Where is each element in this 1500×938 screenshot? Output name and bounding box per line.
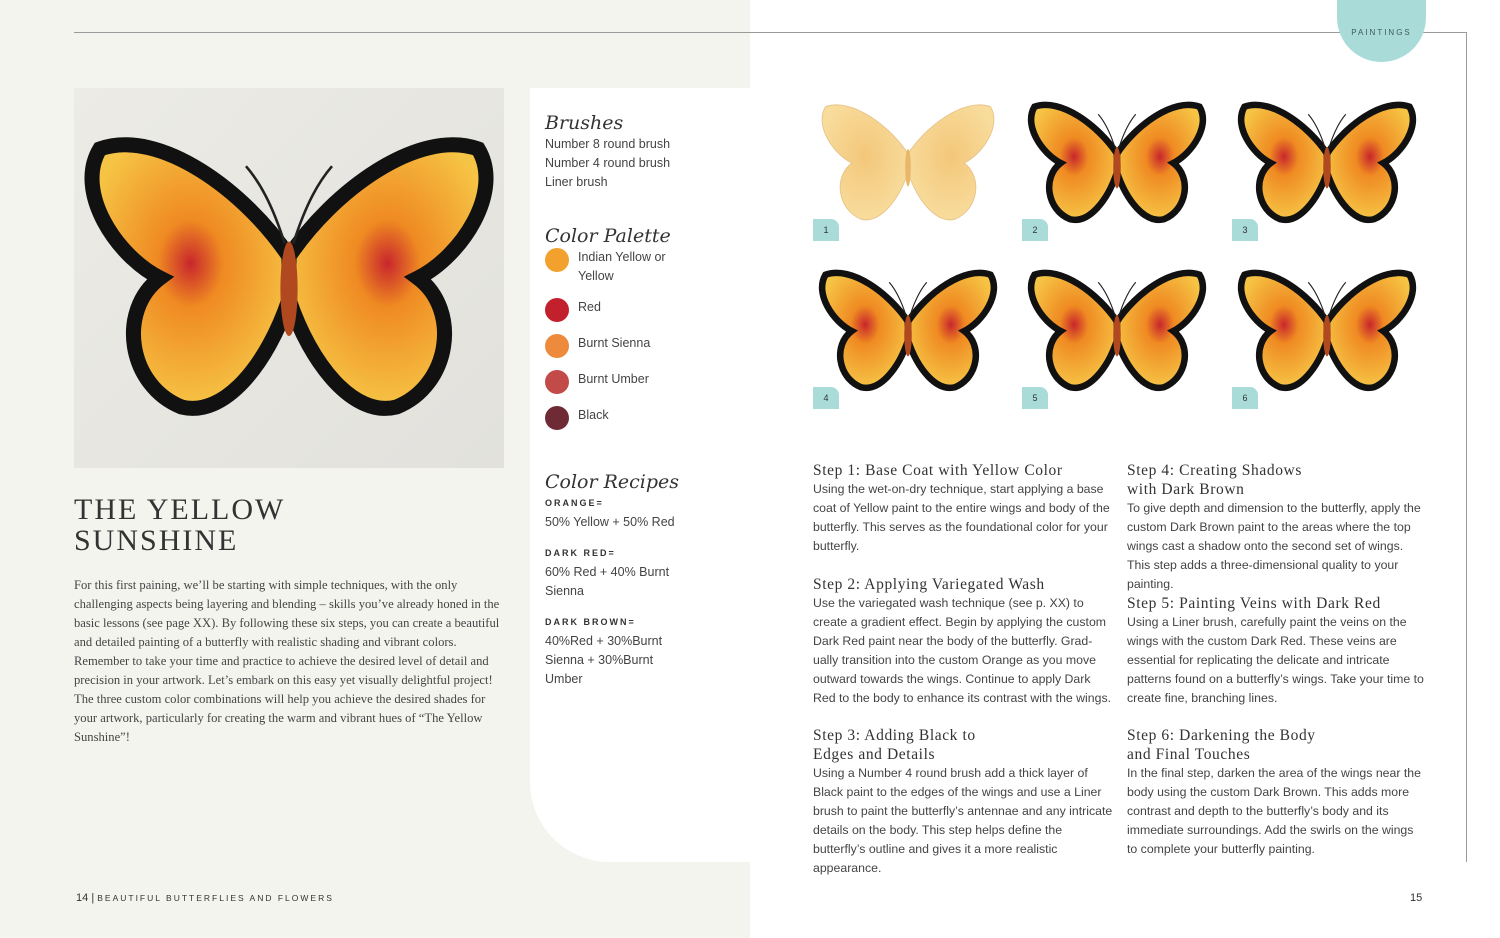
step-block [1127,461,1427,594]
palette-heading: Color Palette [545,225,671,247]
step-thumbnail [813,256,1003,406]
step-thumbnail [1232,256,1422,406]
butterfly-illustration [1232,88,1422,238]
butterfly-illustration [1022,88,1212,238]
step-text: To give depth and dimension to the butterfly, apply the custom Dark Brown paint to the areas where the top wings cast a shadow onto the second set of wings. This step adds a three-dimensional quality to your painting. [1127,501,1421,591]
recipe [545,613,685,689]
top-rule [74,32,1466,33]
recipes-heading: Color Recipes [545,471,680,493]
step-text: Using the wet-on-dry technique, start applying a base coat of Yellow paint to the entire wings and body of the butterfly. This serves as the foundational color for your butterfly. [813,482,1110,553]
recipe-label: DARK BROWN= [545,617,636,627]
step-thumbnail [813,88,1003,238]
palette-swatch [545,334,685,358]
step-badge: 5 [1022,387,1048,409]
palette-swatch [545,370,685,394]
intro-paragraph: For this first paining, we’ll be starting with simple techniques, with the only challenging aspects being layering and blending – skills you’ve already honed in the basic lessons (see page XX). By following these six steps, you can create a beautiful and detailed painting of a butterfly with realistic shading and vibrant colors. Remember to take your time and practice to achieve the desired level of detail and precision in your artwork. Let’s embark on this easy yet visually delightful project! The three custom color combinations will help you achieve the desired shades for your artwork, particularly for creating the warm and vibrant hues of “The Yellow Sunshine”! [74,578,500,744]
butterfly-illustration [813,88,1003,238]
step-title: Step 4: Creating Shadows with Dark Brown [1127,462,1302,498]
step-title: Step 6: Darkening the Body and Final Touches [1127,727,1316,763]
color-palette-section [545,227,685,442]
page-number: 15 [1410,892,1423,904]
step-thumbnail [1232,88,1422,238]
step-title: Step 1: Base Coat with Yellow Color [813,462,1063,479]
step-block [1127,594,1427,708]
separator: | [91,892,95,904]
step-text: Using a Liner brush, carefully paint the veins on the wings with the custom Dark Red. These veins are essential for replicating the delicate and intricate patterns found on a butterfly’s wings. Take your time to create fine, branching lines. [1127,615,1424,705]
brushes-section [545,114,670,192]
step-badge: 6 [1232,387,1258,409]
brush-item: Number 8 round brush [545,137,671,151]
recipe-text: 40%Red + 30%Burnt Sienna + 30%Burnt Umber [545,634,663,686]
page-title [74,494,285,556]
brush-item: Number 4 round brush [545,156,671,170]
recipe [545,494,685,532]
step-badge: 1 [813,219,839,241]
recipe-text: 60% Red + 40% Burnt Sienna [545,565,670,598]
paint-dot-icon [545,370,569,394]
footer-left [76,892,334,904]
butterfly-illustration [1232,256,1422,406]
swatch-label: Burnt Sienna [578,336,651,350]
section-tab: PAINTINGS [1337,0,1426,62]
paint-dot-icon [545,298,569,322]
recipe-label: ORANGE= [545,498,604,508]
title-line: THE YELLOW [74,493,286,526]
recipe [545,544,685,601]
step-badge: 3 [1232,219,1258,241]
butterfly-illustration [74,88,504,468]
step-badge: 4 [813,387,839,409]
step-block [813,575,1113,708]
palette-swatch [545,298,685,322]
butterfly-illustration [1022,256,1212,406]
step-title: Step 5: Painting Veins with Dark Red [1127,595,1381,612]
book-title: BEAUTIFUL BUTTERFLIES AND FLOWERS [97,893,334,903]
step-block [1127,726,1427,859]
step-text: Using a Number 4 round brush add a thick layer of Black paint to the edges of the wings and use a Liner brush to paint the butterfly’s antennae and any intricate details on the body. This step helps define the butterfly’s outline and gives it a more realistic appearance. [813,766,1113,875]
hero-painting [74,88,504,468]
paint-dot-icon [545,406,569,430]
step-block [813,726,1113,878]
palette-swatch [545,248,685,286]
page-number: 14 [76,892,89,904]
swatch-label: Red [578,300,601,314]
brush-item: Liner brush [545,175,608,189]
step-title: Step 2: Applying Variegated Wash [813,576,1045,593]
brushes-heading: Brushes [545,112,624,134]
step-block [813,461,1113,556]
swatch-label: Burnt Umber [578,372,649,386]
palette-swatch [545,406,685,430]
paint-dot-icon [545,248,569,272]
recipe-text: 50% Yellow + 50% Red [545,515,675,529]
recipe-label: DARK RED= [545,548,616,558]
step-thumbnail [1022,88,1212,238]
butterfly-illustration [813,256,1003,406]
title-line: SUNSHINE [74,524,239,557]
paint-dot-icon [545,334,569,358]
swatch-label: Indian Yellow or Yellow [578,250,666,283]
step-text: Use the variegated wash technique (see p. XX) to create a gradient effect. Begin by applying the custom Dark Red paint near the body of the butterfly. Gradually transition into the custom Orange as you move outward towards the wings. Continue to apply Dark Red to the body to enhance its contrast with the wings. [813,596,1112,705]
step-thumbnail [1022,256,1212,406]
right-rule [1466,32,1467,862]
step-title: Step 3: Adding Black to Edges and Details [813,727,976,763]
step-badge: 2 [1022,219,1048,241]
step-text: In the final step, darken the area of the wings near the body using the custom Dark Brown. This adds more contrast and depth to the butterfly’s body and its immediate surroundings. Add the swirls on the wings to complete your butterfly painting. [1127,766,1421,856]
color-recipes-section [545,473,685,701]
swatch-label: Black [578,408,609,422]
